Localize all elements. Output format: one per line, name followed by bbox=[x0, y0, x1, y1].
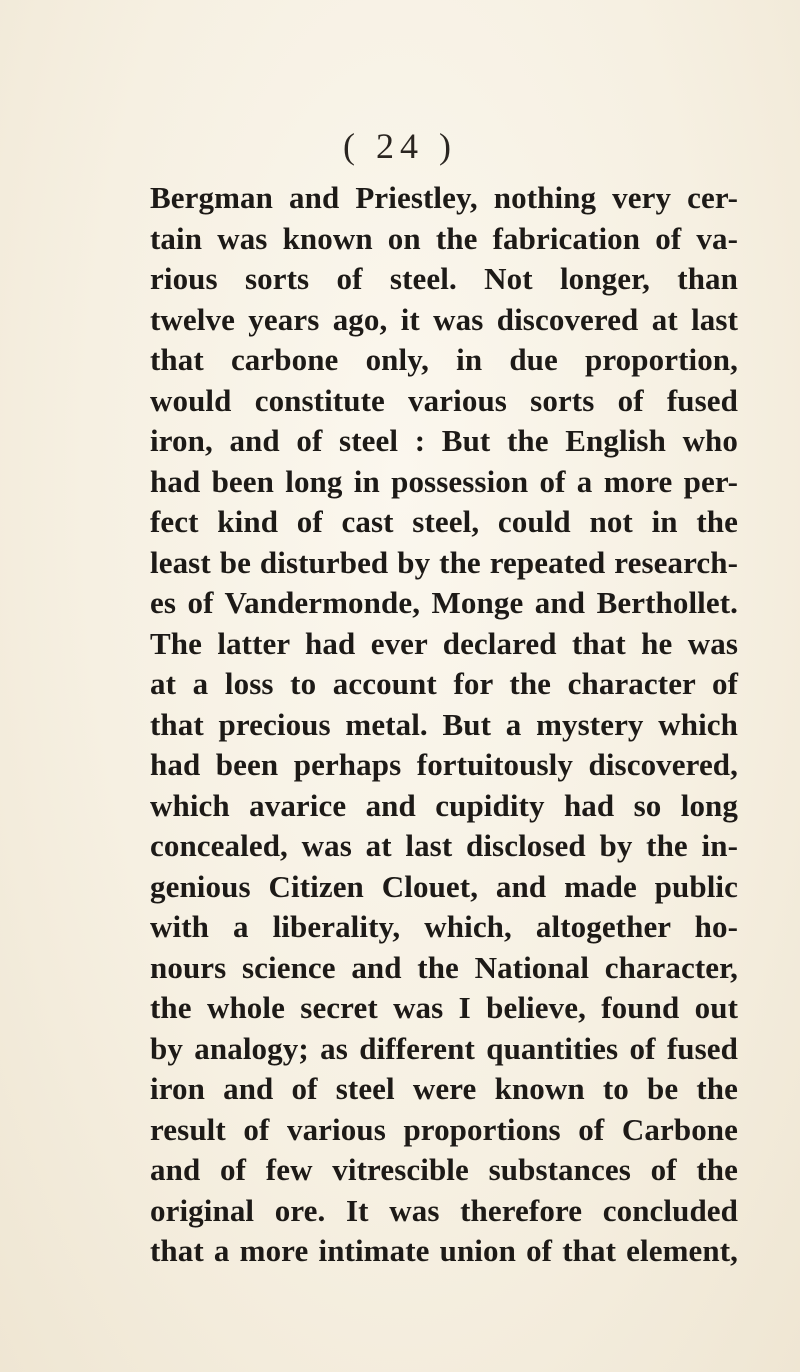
text-line: with a liberality, which, altogether ho- bbox=[150, 909, 738, 944]
text-line: by analogy; as different quantities of fused bbox=[150, 1030, 738, 1066]
text-line: at a loss to account for the character of bbox=[150, 666, 738, 701]
text-line: had been perhaps fortuitously discovered, bbox=[150, 747, 738, 782]
text-line: The latter had ever declared that he was bbox=[150, 625, 738, 661]
text-line: Bergman and Priestley, nothing very cer- bbox=[150, 180, 738, 215]
text-line: rious sorts of steel. Not longer, than bbox=[150, 261, 738, 296]
text-line: original ore. It was therefore concluded bbox=[150, 1192, 738, 1228]
text-line: nours science and the National character, bbox=[150, 949, 738, 985]
text-line: twelve years ago, it was discovered at last bbox=[150, 301, 738, 337]
text-line: result of various proportions of Carbone bbox=[150, 1111, 738, 1147]
text-line: which avarice and cupidity had so long bbox=[150, 787, 738, 823]
text-line: least be disturbed by the repeated research- bbox=[150, 544, 738, 580]
text-line: the whole secret was I believe, found out bbox=[150, 990, 738, 1025]
text-line: iron and of steel were known to be the bbox=[150, 1071, 738, 1106]
text-line: fect kind of cast steel, could not in the bbox=[150, 504, 738, 539]
text-line: tain was known on the fabrication of va- bbox=[150, 220, 738, 256]
text-line: had been long in possession of a more per- bbox=[150, 463, 738, 499]
text-line: would constitute various sorts of fused bbox=[150, 382, 738, 418]
body-text bbox=[150, 178, 738, 1272]
text-line: iron, and of steel : But the English who bbox=[150, 423, 738, 458]
page-number: ( 24 ) bbox=[343, 126, 457, 166]
text-line: that carbone only, in due proportion, bbox=[150, 342, 738, 377]
text-line: that a more intimate union of that element, bbox=[150, 1233, 738, 1268]
text-line: genious Citizen Clouet, and made public bbox=[150, 868, 738, 904]
text-line: that precious metal. But a mystery which bbox=[150, 706, 738, 742]
text-line: es of Vandermonde, Monge and Berthollet. bbox=[150, 585, 738, 620]
text-line: concealed, was at last disclosed by the in- bbox=[150, 828, 738, 863]
text-line: and of few vitrescible substances of the bbox=[150, 1152, 738, 1187]
